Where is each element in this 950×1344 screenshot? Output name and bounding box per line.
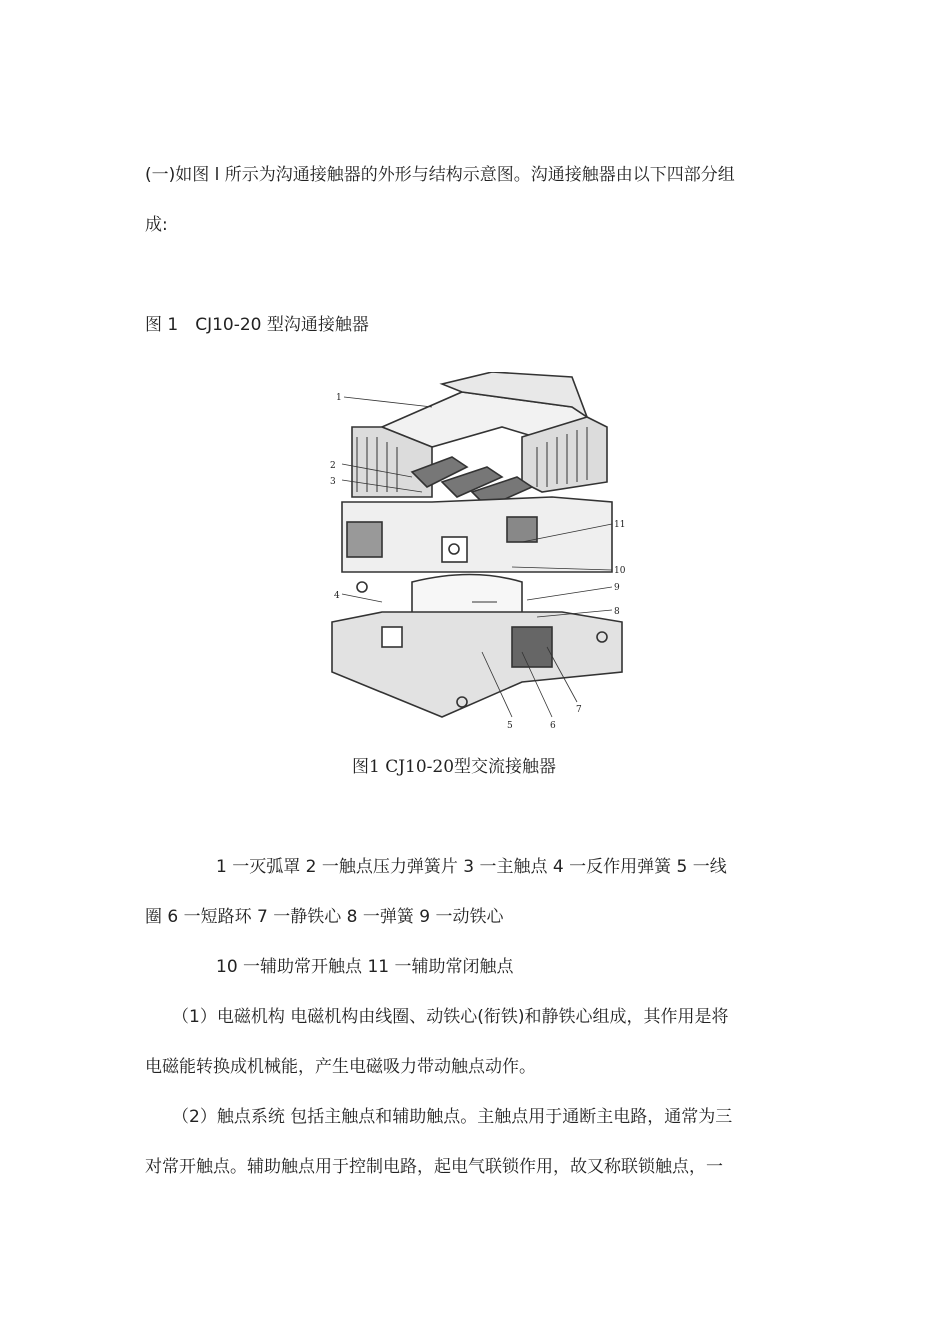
figure-label-1: 1 bbox=[336, 393, 342, 403]
legend-line-2: 圈 6 一短路环 7 一静铁心 8 一弹簧 9 一动铁心 bbox=[145, 907, 504, 927]
intro-line-2: 成: bbox=[145, 215, 168, 235]
legend-line-3: 10 一辅助常开触点 11 一辅助常闭触点 bbox=[216, 957, 514, 977]
figure-label-5: 5 bbox=[507, 721, 513, 731]
legend-line-1: 1 一灭弧罩 2 一触点压力弹簧片 3 一主触点 4 一反作用弹簧 5 一线 bbox=[216, 857, 727, 877]
section2-line-2: 对常开触点。辅助触点用于控制电路，起电气联锁作用，故又称联锁触点，一 bbox=[145, 1157, 723, 1177]
figure-caption: 图1 CJ10-20型交流接触器 bbox=[352, 757, 557, 777]
section1-line-1: （1）电磁机构 电磁机构由线圈、动铁心(衔铁)和静铁心组成，其作用是将 bbox=[172, 1007, 729, 1027]
figure-label-4: 4 bbox=[334, 591, 340, 601]
figure-label-11: 11 bbox=[614, 520, 626, 530]
figure-label-7: 7 bbox=[576, 705, 582, 715]
contactor-diagram bbox=[322, 372, 632, 742]
section2-line-1: （2）触点系统 包括主触点和辅助触点。主触点用于通断主电路，通常为三 bbox=[172, 1107, 733, 1127]
figure-label-6: 6 bbox=[550, 721, 556, 731]
figure-label-3: 3 bbox=[330, 477, 336, 487]
figure-heading: 图 1 CJ10-20 型沟通接触器 bbox=[145, 315, 369, 335]
section1-line-2: 电磁能转换成机械能，产生电磁吸力带动触点动作。 bbox=[145, 1057, 536, 1077]
intro-line-1: (一)如图 l 所示为沟通接触器的外形与结构示意图。沟通接触器由以下四部分组 bbox=[145, 165, 735, 185]
figure-label-8: 8 bbox=[614, 607, 620, 617]
figure-label-10: 10 bbox=[614, 566, 626, 576]
figure-label-2: 2 bbox=[330, 461, 336, 471]
figure-label-9: 9 bbox=[614, 583, 620, 593]
